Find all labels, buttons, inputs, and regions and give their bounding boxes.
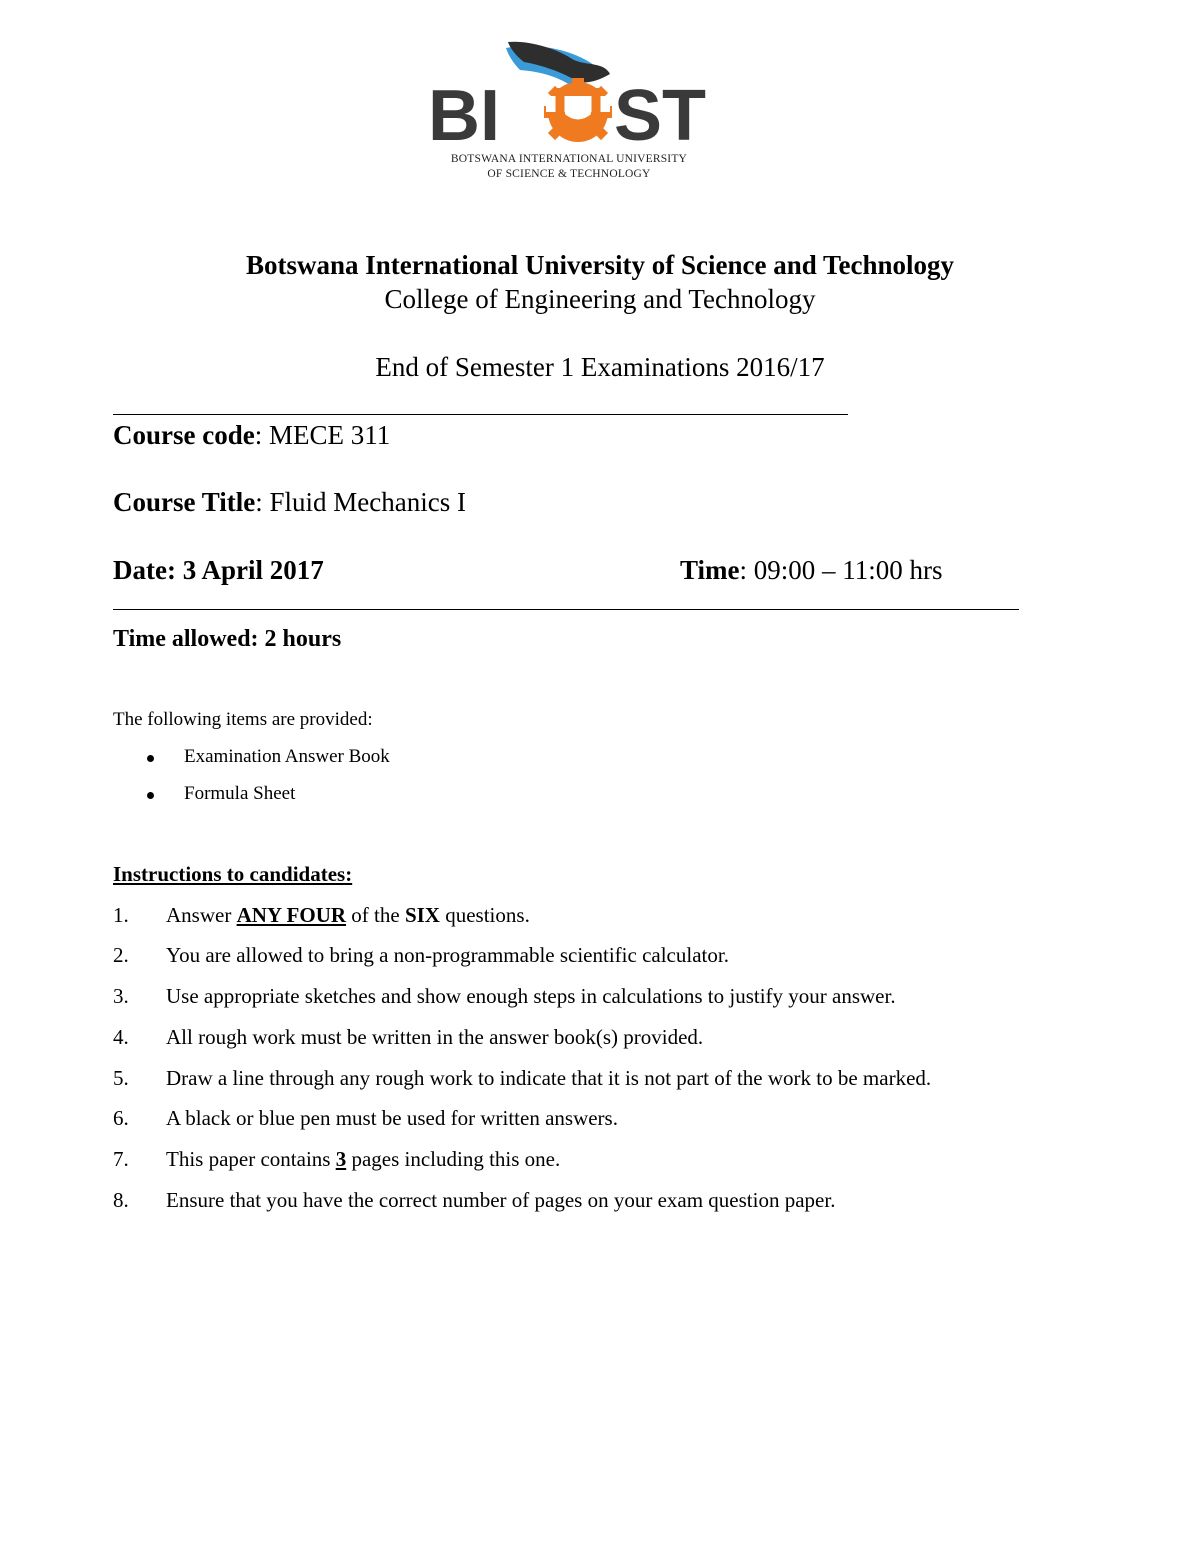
instruction-number: 8. [113, 1188, 129, 1212]
instruction-text: Ensure that you have the correct number of pages on your exam question paper. [166, 1188, 836, 1212]
logo-subtitle-line1: BOTSWANA INTERNATIONAL UNIVERSITY [450, 153, 688, 165]
list-item-text: Formula Sheet [184, 783, 296, 804]
exam-date: Date: 3 April 2017 [113, 555, 324, 585]
divider-top [113, 414, 848, 415]
instruction-text-pre: Answer [166, 903, 237, 927]
course-title [113, 487, 466, 518]
instruction-number: 1. [113, 903, 129, 927]
course-code-label: Course code [113, 420, 255, 450]
list-item-text: Examination Answer Book [184, 746, 390, 767]
instructions-heading: Instructions to candidates: [113, 862, 353, 886]
letters-st: ST [614, 76, 707, 152]
instruction-text: You are allowed to bring a non-programmable scientific calculator. [166, 943, 729, 967]
time-allowed: Time allowed: 2 hours [113, 626, 342, 652]
letter-b: BI [428, 76, 500, 152]
exam-title: End of Semester 1 Examinations 2016/17 [375, 352, 825, 382]
instruction-text: All rough work must be written in the answer book(s) provided. [166, 1025, 704, 1049]
instruction-text [166, 903, 530, 928]
course-code [113, 420, 390, 451]
logo-subtitle-line2: OF SCIENCE & TECHNOLOGY [487, 168, 651, 180]
gear-icon [544, 78, 612, 142]
course-title-value: : Fluid Mechanics I [255, 487, 466, 517]
bullet-icon [147, 755, 154, 762]
instruction-number: 3. [113, 984, 129, 1008]
divider-bottom [113, 609, 1019, 610]
provided-intro: The following items are provided: [113, 709, 373, 730]
instruction-emphasis: 3 [335, 1147, 347, 1171]
bullet-icon [147, 792, 154, 799]
instruction-number: 5. [113, 1066, 129, 1090]
instruction-number: 6. [113, 1106, 129, 1130]
college-name: College of Engineering and Technology [384, 284, 816, 314]
course-title-label: Course Title [113, 487, 256, 517]
instruction-number: 4. [113, 1025, 129, 1049]
instruction-text: A black or blue pen must be used for written answers. [166, 1106, 618, 1130]
exam-time-label: Time [680, 555, 740, 585]
instruction-text: Draw a line through any rough work to indicate that it is not part of the work to be marked. [166, 1066, 932, 1090]
instruction-text-pre: This paper contains [166, 1147, 336, 1171]
university-logo [428, 40, 738, 190]
instruction-number: 2. [113, 943, 129, 967]
instruction-text-mid: of the [346, 903, 405, 927]
instruction-emphasis: ANY FOUR [236, 903, 347, 927]
instruction-number: 7. [113, 1147, 129, 1171]
instruction-text-post: pages including this one. [346, 1147, 561, 1171]
course-code-value: : MECE 311 [254, 420, 391, 450]
exam-time [680, 555, 943, 586]
instruction-text-post: questions. [439, 903, 530, 927]
instruction-emphasis: SIX [404, 903, 440, 927]
instruction-text: Use appropriate sketches and show enough steps in calculations to justify your answer. [166, 984, 896, 1008]
biust-logo-graphic [428, 40, 738, 152]
university-name: Botswana International University of Science and Technology [245, 250, 955, 280]
instruction-text [166, 1147, 560, 1172]
exam-time-value: : 09:00 – 11:00 hrs [739, 555, 943, 585]
